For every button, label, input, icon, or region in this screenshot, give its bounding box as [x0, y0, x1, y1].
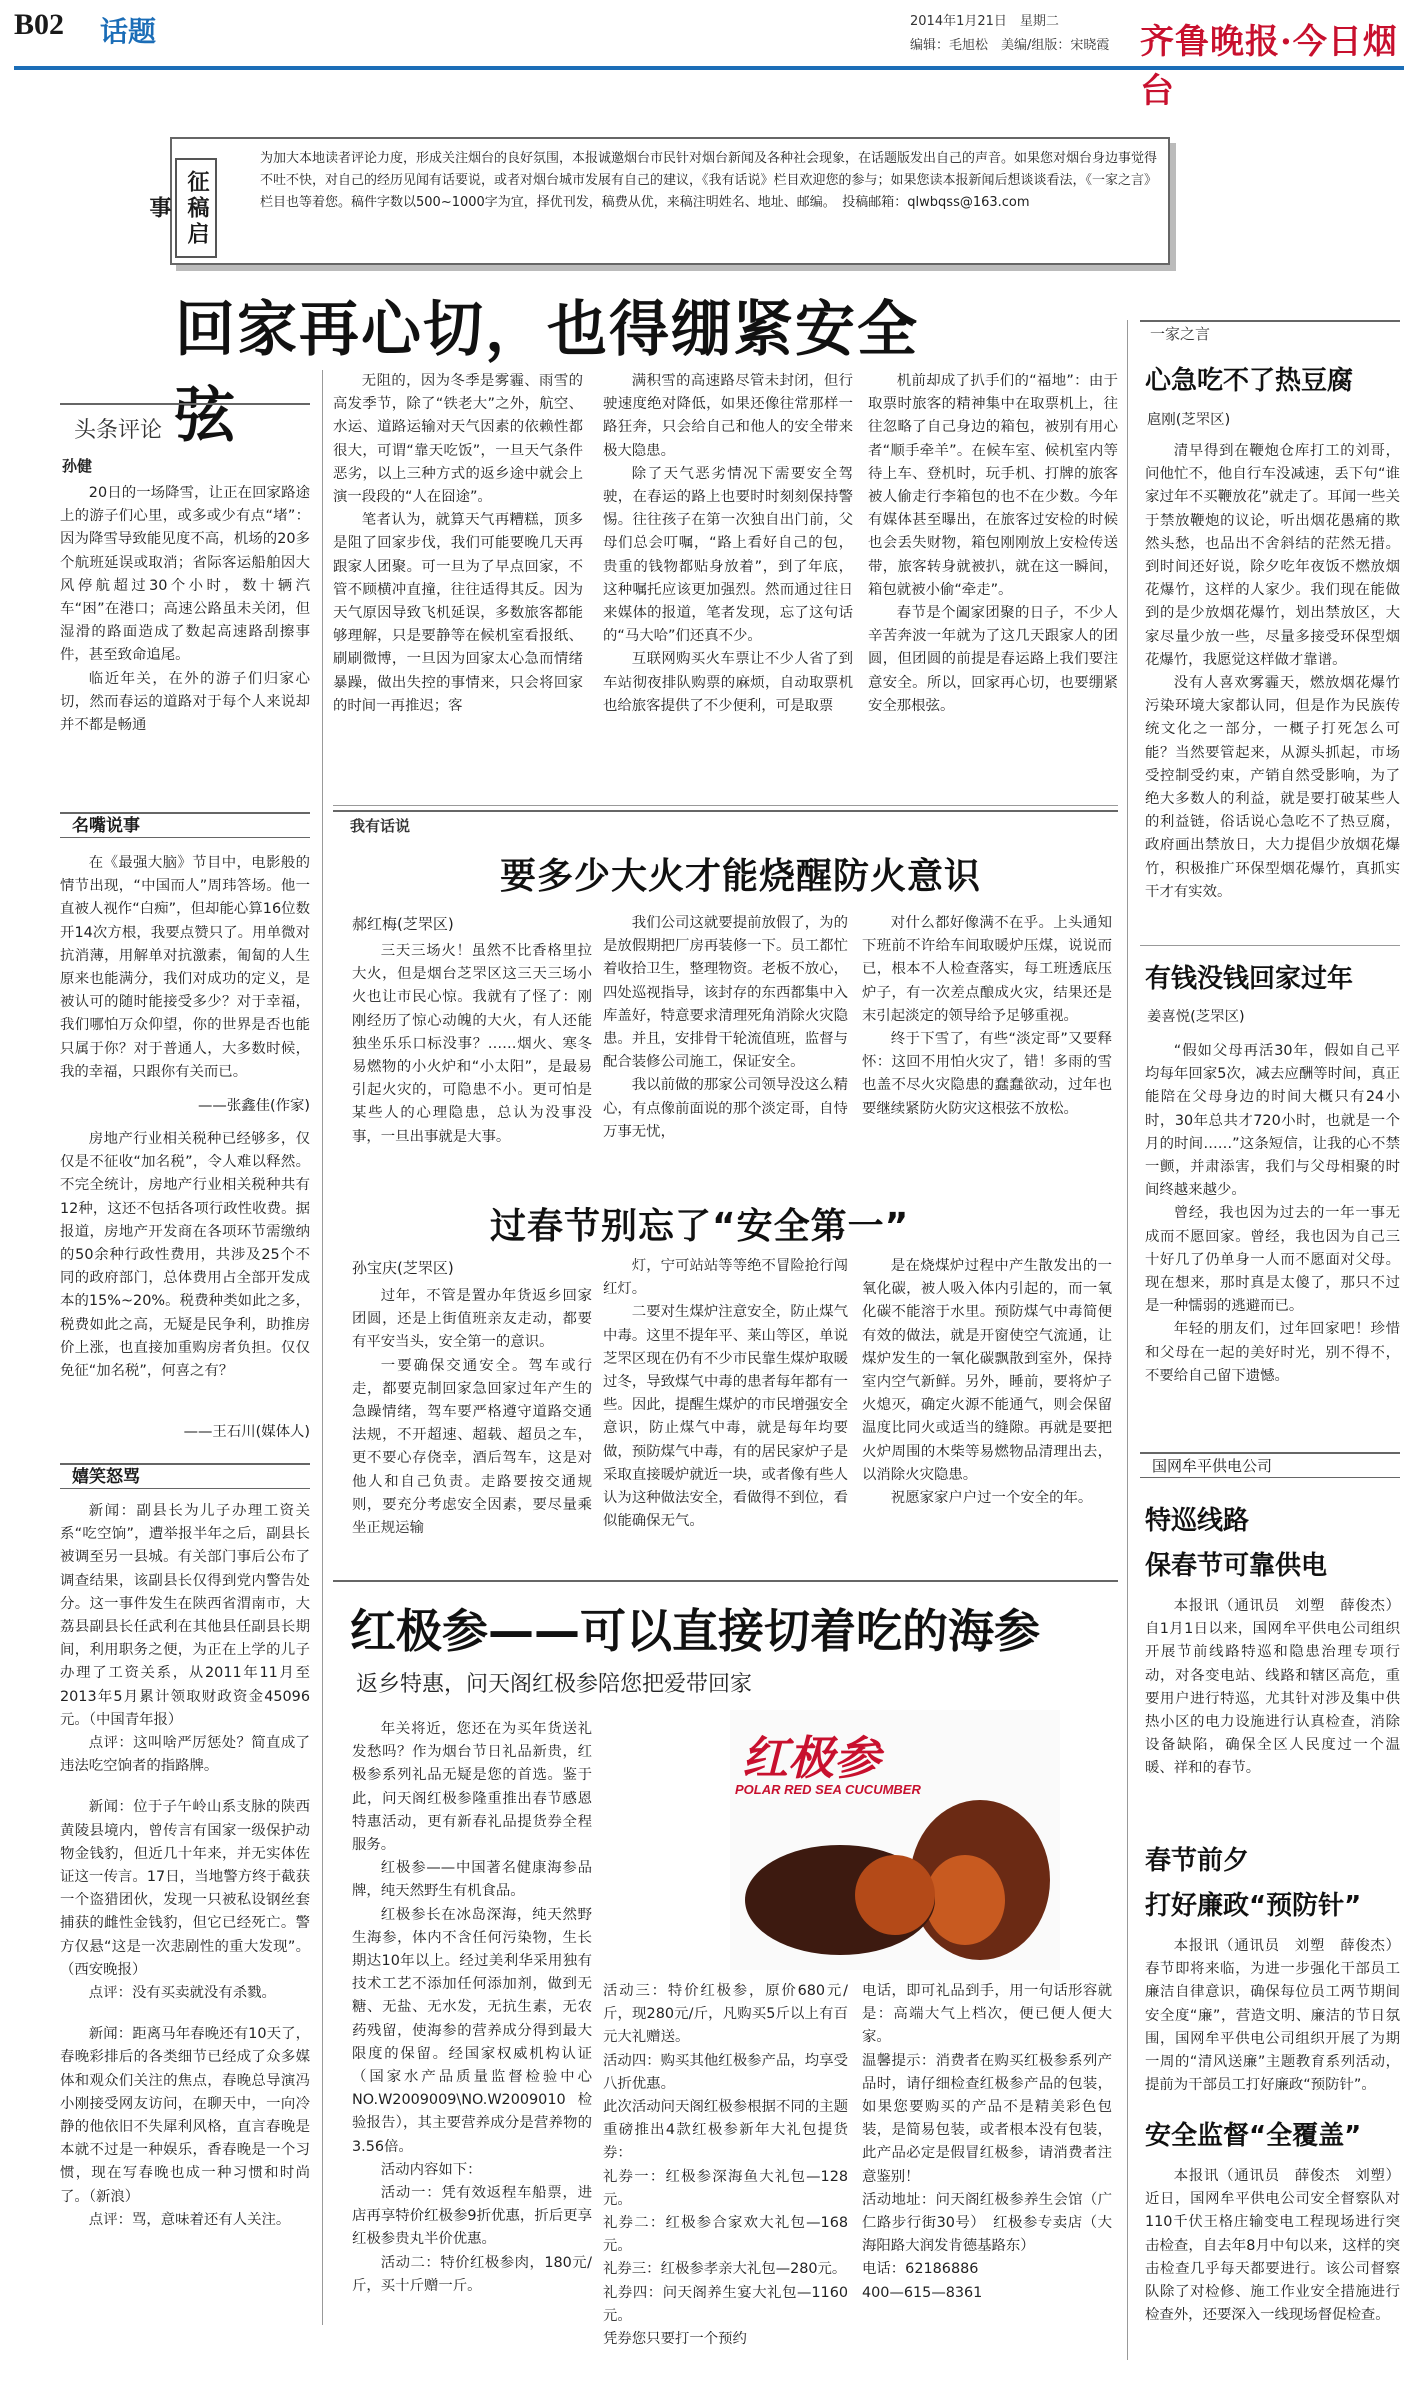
- fire-paragraph: 三天三场火！虽然不比香格里拉大火，但是烟台芝罘区这三天三场小火也让市民心惊。我就有了怪了：刚刚经历了惊心动魄的大火，有人还能独坐乐乐口标没事？……烟火、寒冬易燃物的小火炉和“小太阳”，是最易引起火灾的，可隐患不小。更可怕是某些人的心理隐患，总认为没事没事，一旦出事就是大事。: [352, 943, 592, 1145]
- xiao-body: [60, 1500, 310, 2375]
- ad-paragraph: 凭券您只要打一个预约: [603, 2331, 747, 2348]
- safety-column-1: [352, 1285, 592, 1575]
- a2-paragraph: “假如父母再活30年，假如自己平均每年回家5次，减去应酬等时间，真正能陪在父母身边的时间大概只有24小时，30年总共才720小时，也就是一个月的时间……”这条短信，让我的心不禁一颤，并肃添害，我们与父母相聚的时间终越来越少。: [1145, 1043, 1400, 1199]
- fire-paragraph: 我以前做的那家公司领导没这么精心，有点像前面说的那个淡定哥，自恃万事无忧，: [603, 1077, 848, 1140]
- ad-subheadline: 返乡特惠，问天阁红极参陪您把爱带回家: [356, 1672, 753, 1697]
- article-body-a1: [1145, 440, 1400, 930]
- power-s2-text: 本报讯（通讯员 刘塑 薛俊杰）春节即将来临，为进一步强化干部员工廉洁自律意识，确保每位员工两节期间安全度“廉”，营造文明、廉洁的节日氛围，国网牟平供电公司组织开展了为期一周的“清风送廉”主题教育系列活动，提前为干部员工打好廉政“预防针”。: [1145, 1938, 1400, 2094]
- ad-paragraph: 温馨提示：消费者在购买红极参系列产品时，请仔细检查红极参产品的包装，如果您要购买的产品不是精美彩色包装，是简易包装，或者根本没有包装，此产品必定是假冒红极参，请消费者注意鉴别！: [862, 2052, 1112, 2185]
- sea-cucumber-cut: [925, 1855, 1005, 1945]
- fire-paragraph: 终于下雪了，有些“淡定哥”又要释怀：这回不用怕火灾了，错！多雨的雪也盖不尽火灾隐患的蠢蠢欲动，过年也要继续紧防火防灾这根弦不放松。: [862, 1031, 1112, 1117]
- ad-paragraph: 礼券三：红极参孝亲大礼包—280元。: [603, 2261, 847, 2278]
- power-s1-text: 本报讯（通讯员 刘塑 薛俊杰）自1月1日以来，国网牟平供电公司组织开展节前线路特巡和隐患治理专项行动，对各变电站、线路和辖区高危，重要用户进行特巡，尤其针对涉及集中供热小区的电力设施进行认真检查，消除设备缺陷，确保全区人民度过一个温暖、祥和的春节。: [1145, 1598, 1400, 1777]
- power-s3-text: 本报讯（通讯员 薛俊杰 刘塑）近日，国网牟平供电公司安全督察队对110千伏王格庄输变电工程现场进行突击检查，自去年8月中旬以来，这样的突击检查几乎每天都要进行。该公司督察队除了对检修、施工作业安全措施进行检查外，还要深入一线现场督促检查。: [1145, 2168, 1400, 2324]
- lead-label: 头条评论: [74, 418, 163, 443]
- ad-paragraph: 活动一：凭有效返程车船票，进店再享特价红极参9折优惠，折后更享红极参贵丸半价优惠。: [352, 2185, 592, 2248]
- article-body-a2: [1145, 1040, 1400, 1435]
- lead-author: 孙健: [62, 457, 93, 475]
- lead-paragraph: 满积雪的高速路尽管未封闭，但行驶速度绝对降低，如果还像往常那样一路狂奔，只会给自己和他人的安全带来极大隐患。: [603, 373, 853, 459]
- fire-paragraph: 我们公司这就要提前放假了，为的是放假期把厂房再装修一下。员工都忙着收拾卫生，整理物资。老板不放心，四处巡视指导，该封存的东西都集中入库盖好，特意要求清理死角消除火灾隐患。并且，安排骨干轮流值班，监督与配合装修公司施工，保证安全。: [603, 915, 848, 1071]
- newspaper-logo: 齐鲁晚报·今日烟台: [1140, 22, 1398, 111]
- xiao-label: 嬉笑怒骂: [60, 1463, 310, 1489]
- power-s3-body: [1145, 2165, 1400, 2365]
- ad-rule: [333, 1580, 1118, 1582]
- notice-side-label: 征稿启事: [175, 158, 217, 258]
- ad-paragraph: 年关将近，您还在为买年货送礼发愁吗？作为烟台节日礼品新贵，红极参系列礼品无疑是您的首选。鉴于此，问天阁红极参隆重推出春节感恩特惠活动，更有新春礼品提货券全程服务。: [352, 1721, 592, 1854]
- ad-headline: 红极参——可以直接切着吃的海参: [350, 1604, 1040, 1658]
- ad-paragraph: 活动二：特价红极参肉，180元/斤，买十斤赠一斤。: [352, 2254, 592, 2294]
- article-title-a2: 有钱没钱回家过年: [1145, 964, 1354, 994]
- column-divider: [322, 370, 323, 2325]
- ad-paragraph: 电话：62186886: [862, 2261, 979, 2278]
- safety-paragraph: 是在烧煤炉过程中产生散发出的一氧化碳，被人吸入体内引起的，而一氧化碳不能溶于水里。预防煤气中毒简便有效的做法，就是开窗使空气流通，让煤炉发生的一氧化碳飘散到室外，保持室内空气新鲜。另外，睡前，要将炉子火熄灭，确定火源不能通气，则会保留温度比同火或适当的缝隙。再就是要把火炉周围的木柴等易燃物品清理出去，以消除火灾隐患。: [862, 1258, 1112, 1483]
- editor-credits: 编辑：毛旭松 美编/组版：宋晓霞: [910, 38, 1110, 53]
- safety-column-2: [603, 1255, 848, 1575]
- safety-column-3: [862, 1255, 1112, 1575]
- lead-paragraph: 无阻的，因为冬季是雾霾、雨雪的高发季节，除了“铁老大”之外，航空、水运、道路运输对天气因素的依赖性都很大，可谓“靠天吃饭”，一旦天气条件恶劣，以上三种方式的返乡途中就会上演一段段的“人在囧途”。: [333, 373, 583, 506]
- fire-paragraph: 对什么都好像满不在乎。上头通知下班前不许给车间取暖炉压煤，说说而已，根本不人检查落实，每工班透底压炉子，有一次差点酿成火灾，结果还是末引起淡定的领导给予足够重视。: [862, 915, 1112, 1024]
- ad-paragraph: 此次活动问天阁红极参根据不同的主题重磅推出4款红极参新年大礼包提货券：: [603, 2099, 848, 2162]
- safety-paragraph: 一要确保交通安全。驾车或行走，都要克制回家急回家过年产生的急躁情绪，驾车要严格遵守道路交通法规，不开超速、超载、超员之车，更不要心存侥幸，酒后驾车，这是对他人和自己负责。走路要按交通规则，要充分考虑安全因素，要尽量乘坐正规运输: [352, 1357, 592, 1537]
- mingzui-item-2: [60, 1128, 310, 1418]
- ad-paragraph: 活动四：购买其他红极参产品，均享受八折优惠。: [603, 2052, 848, 2092]
- yjzy-label: 一家之言: [1150, 325, 1211, 343]
- xiao-comment: 点评：骂，意味着还有人关注。: [88, 2211, 291, 2228]
- section-title: 话题: [100, 15, 157, 48]
- fire-author: 郝红梅(芝罘区): [352, 915, 454, 933]
- lead-paragraph: 互联网购买火车票让不少人省了到车站彻夜排队购票的麻烦，自动取票机也给旅客提供了不少便利，可是取票: [603, 651, 853, 714]
- lead-column-3: [603, 370, 853, 798]
- lead-paragraph: 笔者认为，就算天气再糟糕，顶多是阻了回家步伐，我们可能要晚几天再跟家人团聚。可一旦为了早点回家，不管不顾横冲直撞，往往适得其反。因为天气原因导致飞机延误，多数旅客都能够理解，只是要静等在候机室看报纸、刷刷微博，一旦因为回家太心急而情绪暴躁，做出失控的事情来，只会将回家的时间一再推迟；客: [333, 512, 583, 714]
- safety-headline: 过春节别忘了“安全第一”: [490, 1206, 910, 1247]
- brand-logo-en: POLAR RED SEA CUCUMBER: [735, 1782, 921, 1797]
- lead-paragraph: 除了天气恶劣情况下需要安全驾驶，在春运的路上也要时时刻刻保持警惕。往往孩子在第一次独自出门前，父母们总会叮嘱，“路上看好自己的包，贵重的钱物都贴身放着”，到了年底，这种嘱托应该更加强烈。然而通过往日来媒体的报道，笔者发现，忘了这句话的“马大哈”们还真不少。: [603, 465, 853, 645]
- mingzui-attribution-2: ——王石川(媒体人): [183, 1424, 310, 1440]
- ad-paragraph: 红极参——中国著名健康海参品牌，纯天然野生有机食品。: [352, 1860, 592, 1900]
- safety-paragraph: 二要对生煤炉注意安全，防止煤气中毒。这里不提年平、莱山等区，单说芝罘区现在仍有不少市民靠生煤炉取暖过冬，导致煤气中毒的患者每年都有一些。因此，提醒生煤炉的市民增强安全意识，防止煤气中毒，就是每年均要做，预防煤气中毒，有的居民家炉子是采取直接暖炉就近一块，或者像有些人认为这种做法安全，看做得不到位，看似能确保无气。: [603, 1304, 848, 1530]
- fire-column-2: [603, 912, 848, 1190]
- ad-paragraph: 礼券一：红极参深海鱼大礼包—128元。: [603, 2168, 848, 2208]
- xiao-comment: 点评：没有买卖就没有杀戮。: [88, 1985, 276, 2002]
- brand-logo: 红极参: [742, 1731, 880, 1785]
- lead-column-2: [333, 370, 583, 798]
- ad-paragraph: 电话，即可礼品到手，用一句话形容就是：高端大气上档次，便已便人便大家。: [862, 1983, 1112, 2046]
- safety-paragraph: 祝愿家家户户过一个安全的年。: [890, 1490, 1093, 1507]
- lead-column-1: [60, 482, 310, 798]
- lead-paragraph: 春节是个阖家团聚的日子，不少人辛苦奔波一年就为了这几天跟家人的团圆，但团圆的前提是春运路上我们要注意安全。所以，回家再心切，也要绷紧安全那根弦。: [868, 605, 1118, 714]
- safety-paragraph: 灯，宁可站站等等绝不冒险抢行闯红灯。: [603, 1258, 848, 1298]
- fire-column-3: [862, 912, 1112, 1190]
- a1-paragraph: 清早得到在鞭炮仓库打工的刘哥，问他忙不，他自行车没减速，丢下句“谁家过年不买鞭放花”就走了。耳闻一些关于禁放鞭炮的议论，听出烟花愚痛的欺然头愁，也品出不舍斜结的茫然无措。到时间还好说，除夕吃年夜饭不燃放烟花爆竹，这样的人家少。我们现在能做到的是少放烟花爆竹，划出禁放区，大家尽量少放一些，尽量多接受环保型烟花爆竹，我愿觉这样做才靠谱。: [1145, 443, 1400, 668]
- lead-column-4: [868, 370, 1118, 798]
- ad-paragraph: 活动地址：问天阁红极参养生会馆（广仁路步行街30号） 红极参专卖店（大海阳路大润发肯德基路东）: [862, 2191, 1112, 2255]
- article-author-a2: 姜喜悦(芝罘区): [1147, 1009, 1245, 1025]
- mingzui-item-1: [60, 852, 310, 1092]
- ad-column-1: [352, 1718, 592, 2368]
- a2-paragraph: 曾经，我也因为过去的一年一事无成而不愿回家。曾经，我也因为自己三十好几了仍单身一人而不愿面对父母。现在想来，那时真是太傻了，那只不过是一种懦弱的逃避而已。: [1145, 1205, 1400, 1315]
- lead-paragraph: 临近年关，在外的游子们归家心切，然而春运的道路对于每个人来说却并不都是畅通: [60, 670, 310, 734]
- fire-column-1: [352, 940, 592, 1190]
- mingzui-label: 名嘴说事: [60, 812, 310, 838]
- power-label: 国网牟平供电公司: [1140, 1452, 1400, 1478]
- ad-paragraph: 礼券四：问天阁养生宴大礼包—1160元。: [603, 2284, 848, 2324]
- section-divider: [1140, 945, 1400, 946]
- speak-label: 我有话说: [350, 817, 411, 835]
- column-divider: [1127, 320, 1128, 2360]
- xiao-news: 新闻：位于子午岭山系支脉的陕西黄陵县境内，曾传言有国家一级保护动物金钱豹，但近几十年来，并无实体佐证这一传言。17日，当地警方终于截获一个盗猎团伙，发现一只被私设钢丝套捕获的雌性金钱豹，但它已经死亡。警方仅悬“这是一次悲剧性的重大发现”。（西安晚报）: [60, 1799, 310, 1978]
- issue-date: 2014年1月21日 星期二: [910, 14, 1059, 29]
- safety-paragraph: 过年，不管是置办年货返乡回家团圆，还是上街值班亲友走动，都要有平安当头，安全第一的意识。: [352, 1288, 592, 1351]
- lead-label-box: [60, 403, 310, 443]
- safety-author: 孙宝庆(芝罘区): [352, 1259, 454, 1277]
- power-s2-title-2: 打好廉政“预防针”: [1145, 1891, 1362, 1921]
- ad-paragraph: 400—615—8361: [862, 2284, 983, 2301]
- ad-paragraph: 红极参长在冰岛深海，纯天然野生海参，体内不含任何污染物，生长期达10年以上。经过美利华采用独有技术工艺不添加任何添加剂，做到无糖、无盐、无水发，无抗生素，无农药残留，使海参的营养成分得到最大限度的保留。经国家权威机构认证（国家水产品质量监督检验中心NO.W2009009\NO.W2009010检验报告），其主要营养成分是营养物的3.56倍。: [352, 1906, 592, 2155]
- article-title-a1: 心急吃不了热豆腐: [1145, 366, 1354, 396]
- header-rule: [14, 66, 1404, 70]
- article-author-a1: 扈刚(芝罘区): [1147, 412, 1231, 428]
- xiao-comment: 点评：这叫啥严厉惩处？简直成了违法吃空饷者的指路牌。: [60, 1735, 310, 1775]
- ad-column-3: [862, 1980, 1112, 2370]
- xiao-news: 新闻：距离马年春晚还有10天了，春晚彩排后的各类细节已经成了众多媒体和观众们关注的焦点，春晚总导演冯小刚接受网友访问，在聊天中，一向冷静的他依旧不失犀利风格，直言春晚是本就不过是一种娱乐，香春晚是一个习惯，现在写春晚也成一种习惯和时尚了。（新浪）: [60, 2026, 310, 2205]
- power-s1-title-2: 保春节可靠供电: [1145, 1551, 1328, 1581]
- power-s3-title: 安全监督“全覆盖”: [1145, 2121, 1362, 2151]
- mingzui-attribution-1: ——张鑫佳(作家): [198, 1098, 310, 1114]
- yjzy-rule: [1140, 320, 1400, 322]
- speak-rule: [333, 810, 1118, 812]
- ad-paragraph: 活动内容如下：: [380, 2161, 482, 2178]
- a2-paragraph: 年轻的朋友们，过年回家吧！珍惜和父母在一起的美好时光，别不得不，不要给自己留下遗憾。: [1145, 1321, 1400, 1384]
- lead-paragraph: 20日的一场降雪，让正在回家路途上的游子们心里，或多或少有点“堵”：因为降雪导致能见度不高，机场的20多个航班延误或取消；省际客运船舶因大风停航超过30个小时，数十辆汽车“困”在港口；高速公路虽未关闭，但湿滑的路面造成了数起高速路刮擦事件，甚至致命追尾。: [60, 485, 310, 664]
- mingzui-text-2: 房地产行业相关税种已经够多，仅仅是不征收“加名税”，令人难以释然。不完全统计，房地产行业相关税种共有12种，这还不包括各项行政性收费。据报道，房地产开发商在各项环节需缴纳的50余种行政性费用，共涉及25个不同的政府部门，总体费用占全部开发成本的15%~20%。税费种类如此之多，税费如此之高，无疑是民争利，助推房价上涨，也直接加重购房者负担。仅仅免征“加名税”，何喜之有？: [60, 1131, 310, 1380]
- notice-text: 为加大本地读者评论力度，形成关注烟台的良好氛围，本报诚邀烟台市民针对烟台新闻及各种社会现象，在话题版发出自己的声音。如果您对烟台身边事觉得不吐不快，对自己的经历见闻有话要说，或者对烟台城市发展有自己的建议，《我有话说》栏目欢迎您的参与；如果您读本报新闻后想谈谈看法，《一家之言》栏目也等着您。稿件字数以500~1000字为宜，择优刊发，稿费从优，来稿注明姓名、地址、邮编。 投稿邮箱：qlwbqss@163.com: [260, 151, 1158, 210]
- power-s2-body: [1145, 1935, 1400, 2105]
- page-number: B02: [14, 8, 65, 41]
- section-divider: [333, 805, 1118, 806]
- xiao-news: 新闻：副县长为儿子办理工资关系“吃空饷”，遭举报半年之后，副县长被调至另一县城。有关部门事后公布了调查结果，该副县长仅得到党内警告处分。这一事件发生在陕西省渭南市，大荔县副县长任武利在其他县任副县长期间，利用职务之便，为正在上学的儿子办理了工资关系，从2011年11月至2013年5月累计领取财政资金45096元。（中国青年报）: [60, 1503, 310, 1728]
- ad-column-2: [603, 1980, 848, 2370]
- main-headline: 回家再心切，也得绷紧安全弦: [175, 295, 919, 451]
- power-s1-body: [1145, 1595, 1400, 1830]
- lead-paragraph: 机前却成了扒手们的“福地”：由于取票时旅客的精神集中在取票机上，往往忽略了自己身边的箱包，被别有用心者“顺手牵羊”。在候车室、候机室内等待上车、登机时，玩手机、打牌的旅客被人偷走行李箱包的也不在少数。今年有媒体甚至曝出，在旅客过安检的时候也会丢失财物，箱包刚刚放上安检传送带，旅客转身就被扒，就在这一瞬间，箱包就被小偷“牵走”。: [868, 373, 1118, 598]
- fire-headline: 要多少大火才能烧醒防火意识: [500, 856, 982, 897]
- power-s2-title-1: 春节前夕: [1145, 1846, 1250, 1876]
- ad-paragraph: 礼券二：红极参合家欢大礼包—168元。: [603, 2215, 848, 2255]
- power-s1-title-1: 特巡线路: [1145, 1506, 1250, 1536]
- mingzui-text-1: 在《最强大脑》节目中，电影般的情节出现，“中国而人”周玮答场。他一直被人视作“白痴”，但却能心算16位数开14次方根，我要点赞只了。用单微对抗消薄，用解单对抗激素，匍匐的人生原来也能满分，我们对成功的定义，是被认可的随时能接受多少？对于幸福，我们哪怕万众仰望，你的世界是否也能只属于你？对于普通人，大多数时候，我的幸福，只跟你有关而已。: [60, 855, 310, 1080]
- a1-paragraph: 没有人喜欢雾霾天，燃放烟花爆竹污染环境大家都认同，但是作为民族传统文化之一部分，一概子打死怎么可能？当然要管起来，从源头抓起，市场受控制受约束，产销自然受影响，为了绝大多数人的利益，就是要打破某些人的利益链，俗话说心急吃不了热豆腐，政府画出禁放日，大力提倡少放烟花爆竹，积极推广环保型烟花爆竹，真抓实干才有实效。: [1145, 675, 1400, 900]
- sea-cucumber-cut: [855, 1855, 935, 1935]
- ad-paragraph: 活动三：特价红极参，原价680元/斤，现280元/斤，凡购买5斤以上有百元大礼赠送。: [603, 1983, 848, 2046]
